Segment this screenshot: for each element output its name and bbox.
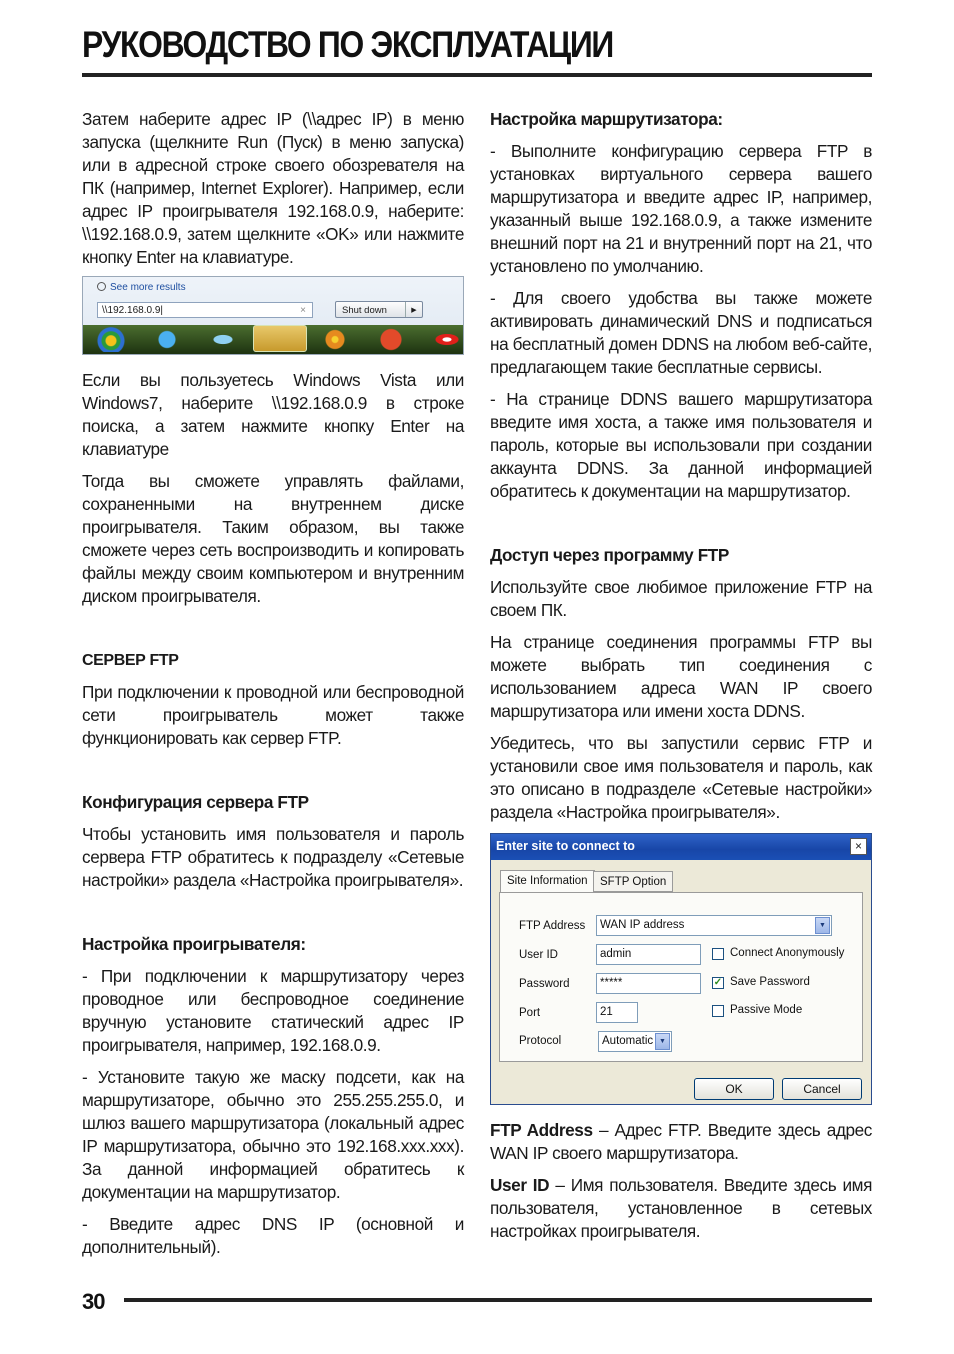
term: FTP Address <box>490 1120 593 1140</box>
taskbar <box>83 325 463 354</box>
paragraph: Если вы пользуетесь Windows Vista или Windows7, наберите \\192.168.0.9 в строке поиска, а затем нажмите кнопку Enter на клавиатуре <box>82 370 464 459</box>
paragraph: Чтобы установить имя пользователя и пароль сервера FTP обратитесь к подразделу «Сетевые настройки» раздела «Настройка проигрывателя». <box>82 824 464 890</box>
paragraph: - При подключении к маршрутизатору через проводное или беспроводное соединение вручную установите статический адрес IP проигрывателя, например, 192.168.0.9. <box>82 966 464 1055</box>
dialog-title: Enter site to connect to <box>496 839 635 853</box>
save-password-checkbox[interactable]: ✓ <box>713 977 723 988</box>
title-rule <box>82 73 872 77</box>
paragraph: Убедитесь, что вы запустили сервис FTP и установили свое имя пользователя и пароль, как это описано в подразделе «Сетевые настройки» раздела «Настройка проигрывателя». <box>490 733 872 822</box>
subsection-heading: Настройка маршрутизатора: <box>490 109 723 129</box>
paragraph: - Выполните конфигурацию сервера FTP в установках виртуального сервера вашего маршрутизатора и введите адрес IP, например, указанный выше 192.168.0.9, а также измените внешний порт на 21 и внутренний порт на 21, что установлено по умолчанию. <box>490 141 872 276</box>
start-orb-icon <box>85 327 137 352</box>
subsection-heading: Конфигурация сервера FTP <box>82 792 309 812</box>
section-heading: СЕРВЕР FTP <box>82 652 179 669</box>
dialog-titlebar <box>491 834 871 860</box>
paragraph: - Введите адрес DNS IP (основной и дополнительный). <box>82 1214 464 1257</box>
password-input[interactable]: ***** <box>596 973 701 994</box>
port-label: Port <box>519 1007 541 1019</box>
windows-search-screenshot <box>82 276 464 355</box>
page-number: 30 <box>82 1289 105 1314</box>
ok-button[interactable]: OK <box>694 1078 774 1100</box>
see-more-link: See more results <box>97 282 186 293</box>
folder-icon <box>253 325 307 352</box>
definition-ftp-address: FTP Address – Адрес FTP. Введите здесь адрес WAN IP своего маршрутизатора. <box>490 1120 872 1163</box>
right-column <box>490 108 872 1252</box>
app-icon <box>365 327 417 352</box>
shutdown-button: Shut down ▶ <box>335 301 423 318</box>
search-input: \\192.168.0.9| × <box>97 302 313 318</box>
password-label: Password <box>519 978 570 990</box>
paragraph: - На странице DDNS вашего маршрутизатора введите имя хоста, а также имя пользователя и пароль, которые вы использовали при создании аккаунта DDNS. За данной информацией обратитесь к документации на маршрутизатор. <box>490 389 872 501</box>
cancel-button[interactable]: Cancel <box>782 1078 862 1100</box>
paragraph: - Для своего удобства вы также можете активировать динамический DNS и подписаться на бесплатный домен DDNS на любом веб-сайте, предлагающем такие бесплатные сервисы. <box>490 288 872 377</box>
paragraph: - Установите такую же маску подсети, как на маршрутизаторе, обычно это 255.255.255.0, и шлюз вашего маршрутизатора (локальный адрес IP маршрутизатора, обычно это 192.168.xxx.xxx). За данной информацией обратитесь к документации на маршрутизатор. <box>82 1067 464 1202</box>
close-icon[interactable]: × <box>850 838 867 855</box>
ftp-address-select[interactable]: WAN IP address ▼ <box>596 915 832 936</box>
paragraph: Тогда вы сможете управлять файлами, сохраненными на внутреннем диске проигрывателя. Таким образом, вы также сможете через сеть воспроизводить и копировать файлы между своим компьютером и внутренним диском проигрывателя. <box>82 471 464 606</box>
user-id-input[interactable]: admin <box>596 944 701 965</box>
internet-explorer-icon <box>141 327 193 352</box>
clear-icon: × <box>300 305 306 316</box>
paragraph: При подключении к проводной или беспроводной сети проигрыватель может также функционировать как сервер FTP. <box>82 682 464 748</box>
paragraph: На странице соединения программы FTP вы можете выбрать тип соединения с использованием адреса WAN IP своего маршрутизатора или имени хоста DDNS. <box>490 632 872 721</box>
footer-rule <box>124 1298 872 1302</box>
definition-user-id: User ID – Имя пользователя. Введите здесь имя пользователя, установленное в сетевых настройках проигрывателя. <box>490 1175 872 1241</box>
subsection-heading: Доступ через программу FTP <box>490 545 729 565</box>
search-icon <box>97 282 106 291</box>
tab-site-information[interactable]: Site Information <box>500 870 595 893</box>
page-title: РУКОВОДСТВО ПО ЭКСПЛУАТАЦИИ <box>82 24 614 65</box>
tab-sftp-option[interactable]: SFTP Option <box>593 871 673 892</box>
connect-anonymously-label: Connect Anonymously <box>730 947 845 959</box>
passive-mode-checkbox[interactable] <box>712 1005 724 1017</box>
chevron-down-icon: ▼ <box>655 1033 670 1050</box>
subsection-heading: Настройка проигрывателя: <box>82 934 306 954</box>
media-player-icon <box>309 327 361 352</box>
protocol-label: Protocol <box>519 1035 562 1047</box>
chevron-down-icon: ▼ <box>815 917 830 934</box>
save-password-label: Save Password <box>730 976 810 988</box>
arrow-right-icon: ▶ <box>405 302 422 317</box>
protocol-select[interactable]: Automatic ▼ <box>598 1031 672 1052</box>
left-column <box>82 108 464 1268</box>
paragraph: Затем наберите адрес IP (\\адрес IP) в меню запуска (щелкните Run (Пуск) в меню запуска) или в адресной строке своего обозревателя на ПК (например, Internet Explorer). Например, если адрес IP проигрывателя 192.168.0.9, наберите: \\192.168.0.9, затем щелкните «OK» или нажмите кнопку Enter на клавиатуре. <box>82 109 464 267</box>
ftp-address-label: FTP Address <box>519 920 586 932</box>
term: User ID <box>490 1175 550 1195</box>
connect-anonymously-checkbox[interactable] <box>712 948 724 960</box>
media-icon <box>197 327 249 352</box>
paragraph: Используйте свое любимое приложение FTP на своем ПК. <box>490 577 872 620</box>
opera-icon <box>421 327 464 352</box>
port-input[interactable]: 21 <box>596 1002 638 1023</box>
passive-mode-label: Passive Mode <box>730 1004 803 1016</box>
ftp-connect-dialog <box>490 833 872 1105</box>
user-id-label: User ID <box>519 949 558 961</box>
